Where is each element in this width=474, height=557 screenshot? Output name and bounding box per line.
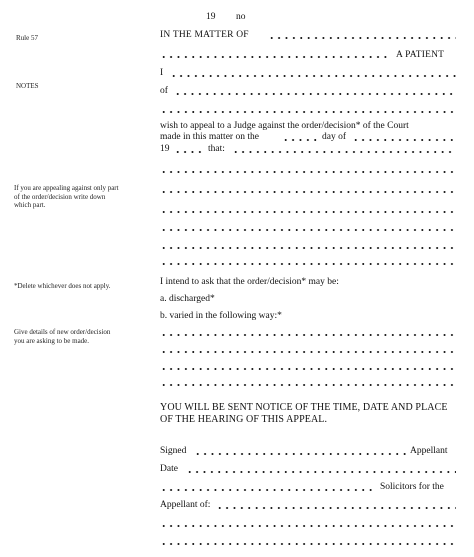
variation-dotted-line[interactable] <box>160 367 456 371</box>
appellant-of-label: Appellant of: <box>160 500 211 510</box>
notice-line2: OF THE HEARING OF THIS APPEAL. <box>160 414 328 425</box>
number-label: no <box>236 12 246 22</box>
patient-name-dotted-line[interactable] <box>160 55 390 59</box>
variation-dotted-line[interactable] <box>160 333 456 337</box>
address-dotted-line[interactable] <box>174 92 456 96</box>
option-varied: b. varied in the following way:* <box>160 311 282 321</box>
i-label: I <box>160 68 164 78</box>
appeal-detail-dotted-line[interactable] <box>160 210 456 214</box>
new-order-note-line: Give details of new order/decision <box>14 328 111 336</box>
appeal-detail-dotted-line[interactable] <box>160 262 456 266</box>
delete-note: *Delete whichever does not apply. <box>14 282 111 290</box>
new-order-note-line: you are asking to be made. <box>14 336 90 345</box>
appellant-address-dotted-line-3[interactable] <box>160 542 456 546</box>
name-dotted-line[interactable] <box>170 74 456 78</box>
address-dotted-line-2[interactable] <box>160 110 456 114</box>
partial-appeal-note-line: which part. <box>14 201 46 209</box>
intend-statement: I intend to ask that the order/decision* may be: <box>160 277 339 287</box>
appeal-detail-dotted-line[interactable] <box>160 228 456 232</box>
notice-line1: YOU WILL BE SENT NOTICE OF THE TIME, DATE AND PLACE <box>160 402 448 413</box>
year-prefix: 19 <box>206 12 216 22</box>
rule-reference: Rule 57 <box>16 34 38 42</box>
partial-appeal-note <box>14 184 119 210</box>
of-label: of <box>160 86 168 96</box>
variation-dotted-line[interactable] <box>160 383 456 387</box>
notes-heading: NOTES <box>16 82 39 90</box>
variation-dotted-line[interactable] <box>160 350 456 354</box>
appeal-statement-line3-a: 19 <box>160 144 170 154</box>
appeal-detail-dotted-line[interactable] <box>232 150 456 154</box>
signed-label: Signed <box>160 446 187 456</box>
signature-dotted-line[interactable] <box>194 452 406 456</box>
appeal-statement-line1: wish to appeal to a Judge against the order/decision* of the Court <box>160 121 409 131</box>
partial-appeal-note-line: If you are appealing against only part <box>14 184 119 192</box>
date-month-dotted-line[interactable] <box>352 138 456 142</box>
matter-dotted-line[interactable] <box>268 36 456 40</box>
a-patient-label: A PATIENT <box>396 50 445 60</box>
appeal-statement-line2-b: day of <box>322 132 347 142</box>
solicitors-dotted-line[interactable] <box>160 488 374 492</box>
year-dotted-line[interactable] <box>174 150 204 154</box>
new-order-note <box>14 328 110 345</box>
date-day-dotted-line[interactable] <box>282 138 318 142</box>
appeal-statement-line2-a: made in this matter on the <box>160 132 259 142</box>
appellant-address-dotted-line[interactable] <box>216 506 456 510</box>
appellant-address-dotted-line-2[interactable] <box>160 524 456 528</box>
date-dotted-line[interactable] <box>186 470 456 474</box>
in-the-matter-of-label: IN THE MATTER OF <box>160 30 249 40</box>
partial-appeal-note-line: of the order/decision write down <box>14 192 106 201</box>
appeal-detail-dotted-line[interactable] <box>160 190 456 194</box>
option-discharged: a. discharged* <box>160 294 215 304</box>
appeal-statement-line3-b: that: <box>208 144 225 154</box>
solicitors-label: Solicitors for the <box>380 482 444 492</box>
appeal-detail-dotted-line[interactable] <box>160 246 456 250</box>
appeal-detail-dotted-line[interactable] <box>160 170 456 174</box>
date-label: Date <box>160 464 178 474</box>
appellant-label: Appellant <box>410 446 448 456</box>
